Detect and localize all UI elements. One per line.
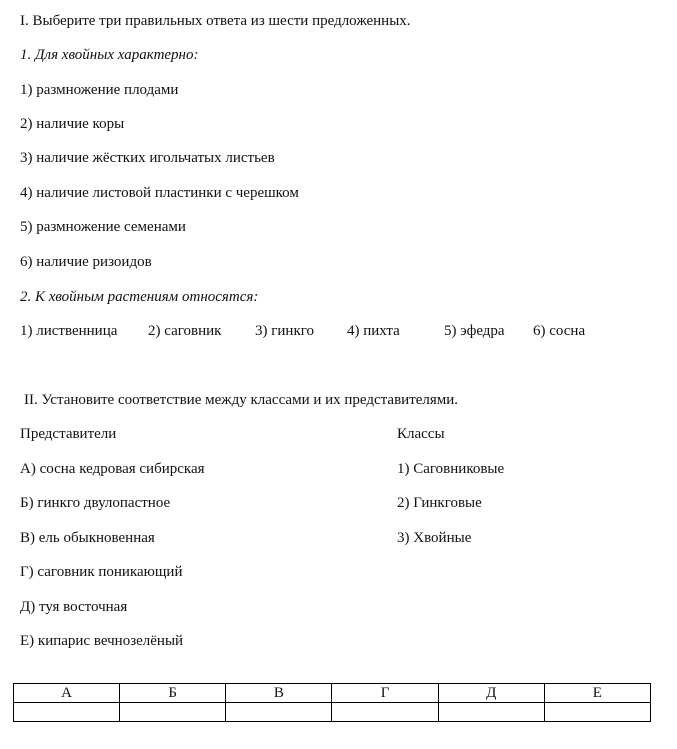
q1-option-5: 5) размножение семенами (20, 219, 186, 235)
q1-option-3: 3) наличие жёстких игольчатых листьев (20, 150, 275, 166)
answer-cell-v[interactable] (226, 703, 332, 722)
part2-title: II. Установите соответствие между классами и их представителями. (24, 392, 459, 408)
answer-cell-a[interactable] (14, 703, 120, 722)
q2-option-5: 5) эфедра (444, 323, 505, 339)
answer-cell-b[interactable] (120, 703, 226, 722)
answer-table (13, 683, 651, 722)
class-1: 1) Саговниковые (397, 461, 505, 477)
question2-prompt: 2. К хвойным растениям относятся: (20, 289, 259, 305)
question1-prompt: 1. Для хвойных характерно: (20, 47, 199, 63)
answer-cell-g[interactable] (332, 703, 438, 722)
q2-option-2: 2) саговник (148, 323, 222, 339)
representative-d: Д) туя восточная (20, 599, 128, 615)
representative-e: Е) кипарис вечнозелёный (20, 633, 184, 649)
answer-table-row (14, 703, 651, 722)
class-3: 3) Хвойные (397, 530, 472, 546)
answer-header-e: Е (544, 684, 650, 703)
answer-header-a: А (14, 684, 120, 703)
answer-table-header-row (14, 684, 651, 703)
answer-header-d: Д (438, 684, 544, 703)
class-2: 2) Гинкговые (397, 495, 482, 511)
classes-header: Классы (397, 426, 445, 442)
answer-cell-e[interactable] (544, 703, 650, 722)
representative-g: Г) саговник поникающий (20, 564, 183, 580)
q2-option-4: 4) пихта (347, 323, 400, 339)
representative-a: А) сосна кедровая сибирская (20, 461, 205, 477)
q2-option-6: 6) сосна (533, 323, 586, 339)
representative-b: Б) гинкго двулопастное (20, 495, 171, 511)
q1-option-1: 1) размножение плодами (20, 82, 179, 98)
q1-option-6: 6) наличие ризоидов (20, 254, 152, 270)
part1-title: I. Выберите три правильных ответа из шести предложенных. (20, 13, 411, 29)
q2-option-3: 3) гинкго (255, 323, 315, 339)
answer-header-v: В (226, 684, 332, 703)
representative-v: В) ель обыкновенная (20, 530, 155, 546)
answer-header-g: Г (332, 684, 438, 703)
answer-header-b: Б (120, 684, 226, 703)
answer-cell-d[interactable] (438, 703, 544, 722)
representatives-header: Представители (20, 426, 117, 442)
q2-option-1: 1) лиственница (20, 323, 118, 339)
q1-option-2: 2) наличие коры (20, 116, 125, 132)
q1-option-4: 4) наличие листовой пластинки с черешком (20, 185, 299, 201)
